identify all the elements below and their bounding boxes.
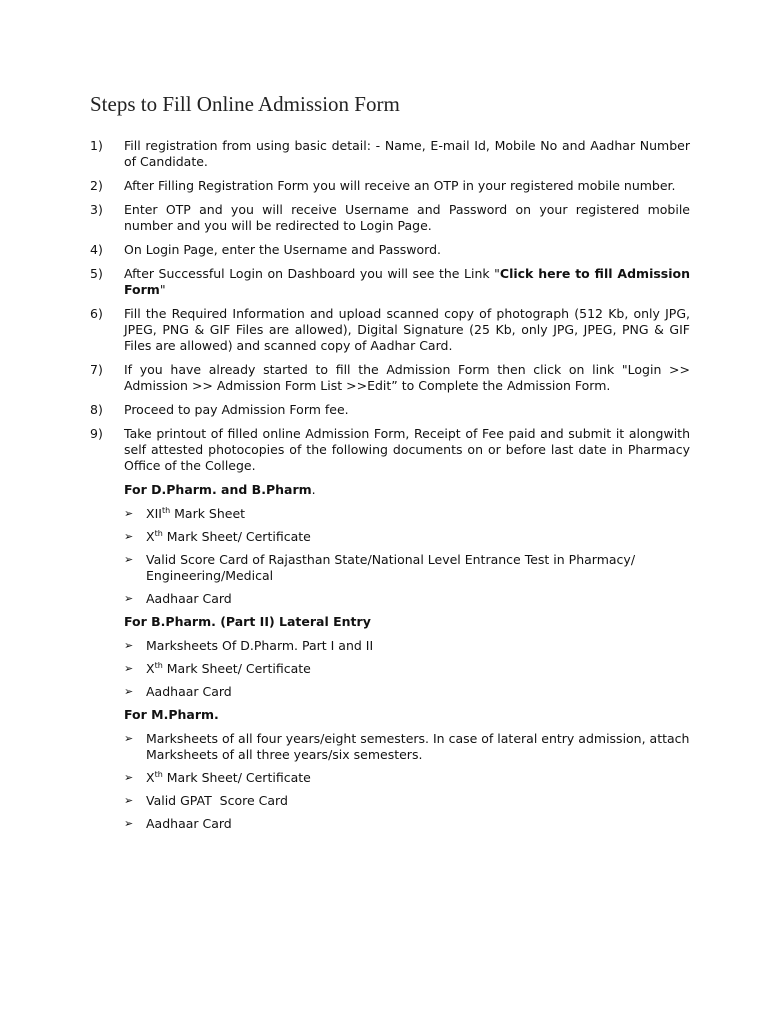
page-title: Steps to Fill Online Admission Form (90, 92, 400, 116)
superscript: th (154, 661, 163, 670)
list-item (124, 638, 690, 654)
step-item (90, 202, 690, 234)
arrow-bullet-icon: ➢ (124, 553, 134, 566)
arrow-bullet-icon: ➢ (124, 817, 134, 830)
steps-list (90, 138, 690, 839)
list-item (124, 684, 690, 700)
step-text-start: After Successful Login on Dashboard you will see the Link " (124, 266, 500, 281)
list-item (124, 661, 690, 677)
step-number: 7) (90, 362, 103, 377)
arrow-bullet-icon: ➢ (124, 530, 134, 543)
arrow-bullet-icon: ➢ (124, 732, 134, 745)
step-item (90, 138, 690, 170)
step-text: On Login Page, enter the Username and Password. (124, 242, 441, 257)
item-text: Valid GPAT Score Card (146, 793, 288, 808)
item-text: Valid Score Card of Rajasthan State/National Level Entrance Test in Pharmacy/ Engineering/Medical (146, 552, 636, 583)
heading-suffix: . (311, 482, 316, 497)
step-item (90, 242, 690, 258)
admission-link-text: Click here to fill Admission Form (124, 266, 691, 297)
step-text (124, 266, 690, 298)
section-heading-dpharm (124, 482, 690, 498)
item-text (146, 770, 690, 786)
section-heading-lateral: For B.Pharm. (Part II) Lateral Entry (124, 614, 371, 629)
superscript: th (161, 506, 171, 515)
list-item (124, 591, 690, 607)
item-text-start: X (146, 661, 155, 676)
heading-text: For D.Pharm. and B.Pharm (124, 482, 312, 497)
step-number: 1) (90, 138, 103, 153)
item-text-end: Mark Sheet (170, 506, 246, 521)
list-item (124, 731, 690, 763)
item-text: Aadhaar Card (146, 591, 232, 606)
item-text-start: X (146, 770, 155, 785)
step-text: After Filling Registration Form you will receive an OTP in your registered mobile number. (124, 178, 676, 193)
documents-section (124, 482, 690, 832)
step-item (90, 402, 690, 418)
step-number: 9) (90, 426, 103, 441)
item-text (146, 661, 690, 677)
step-text: Proceed to pay Admission Form fee. (124, 402, 349, 417)
step-number: 8) (90, 402, 103, 417)
list-item (124, 793, 690, 809)
step-item (90, 266, 690, 298)
item-text-start: X (146, 529, 155, 544)
step-item (90, 362, 690, 394)
arrow-bullet-icon: ➢ (124, 592, 134, 605)
step-number: 6) (90, 306, 103, 321)
step-number: 2) (90, 178, 103, 193)
arrow-bullet-icon: ➢ (124, 639, 134, 652)
item-text-start: XII (146, 506, 162, 521)
item-text: Aadhaar Card (146, 816, 232, 831)
step-text-end: " (159, 282, 166, 297)
arrow-bullet-icon: ➢ (124, 685, 134, 698)
arrow-bullet-icon: ➢ (124, 794, 134, 807)
step-text: Fill registration from using basic detail: - Name, E-mail Id, Mobile No and Aadhar Number of Candidate. (124, 138, 690, 169)
step-number: 5) (90, 266, 103, 281)
list-item (124, 552, 690, 584)
item-text: Marksheets Of D.Pharm. Part I and II (146, 638, 374, 653)
step-number: 4) (90, 242, 103, 257)
arrow-bullet-icon: ➢ (124, 507, 134, 520)
list-item (124, 816, 690, 832)
arrow-bullet-icon: ➢ (124, 771, 134, 784)
item-text-end: Mark Sheet/ Certificate (162, 529, 311, 544)
list-item (124, 506, 690, 522)
step-text: Enter OTP and you will receive Username and Password on your registered mobile number and you will be redirected to Login Page. (124, 202, 690, 233)
step-number: 3) (90, 202, 103, 217)
step-text: Fill the Required Information and upload scanned copy of photograph (512 Kb, only JPG, JPEG, PNG & GIF Files are allowed), Digital Signature (25 Kb, only JPG, JPEG, PNG & GIF Files are allowed) and scanned copy of Aadhar Card. (124, 306, 690, 353)
item-text (146, 529, 690, 545)
item-text: Aadhaar Card (146, 684, 232, 699)
item-text: Marksheets of all four years/eight semesters. In case of lateral entry admission, attach Marksheets of all three years/six semesters. (146, 731, 690, 762)
list-item (124, 770, 690, 786)
item-text-end: Mark Sheet/ Certificate (162, 770, 311, 785)
item-text (146, 506, 690, 522)
step-item (90, 306, 690, 354)
step-text: Take printout of filled online Admission Form, Receipt of Fee paid and submit it alongwith self attested photocopies of the following documents on or before last date in Pharmacy Office of the College. (124, 426, 690, 473)
step-item (90, 178, 690, 194)
step-item (90, 426, 690, 474)
step-text: If you have already started to fill the Admission Form then click on link "Login >> Admission >> Admission Form List >>Edit” to Complete the Admission Form. (124, 362, 690, 393)
superscript: th (154, 770, 163, 779)
arrow-bullet-icon: ➢ (124, 662, 134, 675)
superscript: th (154, 529, 163, 538)
section-heading-mpharm: For M.Pharm. (124, 707, 219, 722)
list-item (124, 529, 690, 545)
item-text-end: Mark Sheet/ Certificate (162, 661, 311, 676)
